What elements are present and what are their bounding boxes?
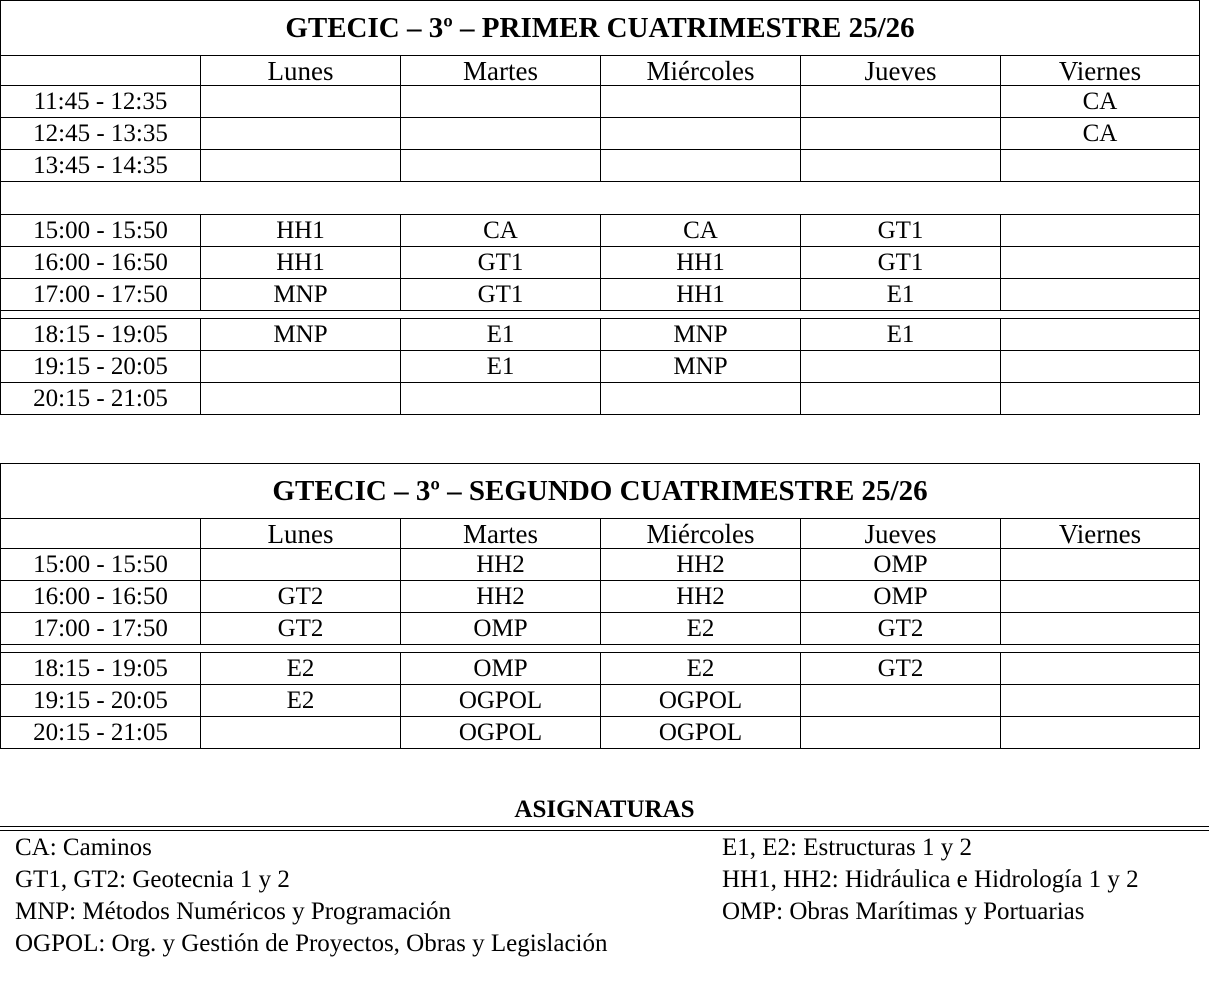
table-row <box>1 319 1200 351</box>
time-cell: 12:45 - 13:35 <box>1 118 201 150</box>
class-cell: E2 <box>201 685 401 717</box>
time-cell: 19:15 - 20:05 <box>1 351 201 383</box>
class-cell <box>1001 581 1200 613</box>
class-cell: GT2 <box>801 613 1001 645</box>
class-cell: OGPOL <box>601 717 801 749</box>
legend-item: GT1, GT2: Geotecnia 1 y 2 <box>15 866 290 893</box>
class-cell <box>1001 613 1200 645</box>
schedule-title: GTECIC – 3º – SEGUNDO CUATRIMESTRE 25/26 <box>1 464 1200 519</box>
time-cell: 15:00 - 15:50 <box>1 549 201 581</box>
table-row <box>1 549 1200 581</box>
class-cell: HH2 <box>401 581 601 613</box>
class-cell: HH1 <box>201 215 401 247</box>
day-header-martes: Martes <box>401 56 601 86</box>
class-cell: MNP <box>201 279 401 311</box>
class-cell <box>801 685 1001 717</box>
class-cell <box>401 383 601 415</box>
class-cell: HH2 <box>401 549 601 581</box>
table-row <box>1 351 1200 383</box>
class-cell: HH1 <box>201 247 401 279</box>
class-cell: OGPOL <box>401 717 601 749</box>
class-cell: GT1 <box>401 247 601 279</box>
day-header-viernes: Viernes <box>1001 519 1200 549</box>
time-cell: 20:15 - 21:05 <box>1 717 201 749</box>
class-cell <box>201 351 401 383</box>
legend-item: E1, E2: Estructuras 1 y 2 <box>722 834 972 861</box>
class-cell <box>601 86 801 118</box>
first-semester-schedule <box>0 0 1200 415</box>
time-cell: 19:15 - 20:05 <box>1 685 201 717</box>
class-cell <box>601 118 801 150</box>
class-cell <box>201 150 401 182</box>
time-cell: 16:00 - 16:50 <box>1 247 201 279</box>
time-cell: 20:15 - 21:05 <box>1 383 201 415</box>
table-row <box>1 581 1200 613</box>
class-cell <box>201 549 401 581</box>
class-cell <box>1001 653 1200 685</box>
class-cell <box>1001 215 1200 247</box>
class-cell: GT1 <box>801 247 1001 279</box>
legend-right-column <box>722 832 1139 928</box>
class-cell: GT2 <box>201 581 401 613</box>
class-cell: MNP <box>601 351 801 383</box>
class-cell: CA <box>1001 118 1200 150</box>
legend-item: MNP: Métodos Numéricos y Programación <box>15 898 452 925</box>
class-cell <box>801 86 1001 118</box>
class-cell <box>1001 247 1200 279</box>
class-cell <box>801 351 1001 383</box>
table-row <box>1 653 1200 685</box>
legend-item: OGPOL: Org. y Gestión de Proyectos, Obras y Legislación <box>15 930 608 957</box>
table-row <box>1 613 1200 645</box>
time-cell: 16:00 - 16:50 <box>1 581 201 613</box>
class-cell <box>201 86 401 118</box>
schedule-title: GTECIC – 3º – PRIMER CUATRIMESTRE 25/26 <box>1 1 1200 56</box>
class-cell: E2 <box>601 653 801 685</box>
legend-item: CA: Caminos <box>15 834 152 861</box>
break-row <box>1 311 1200 319</box>
class-cell <box>1001 685 1200 717</box>
class-cell <box>401 86 601 118</box>
class-cell <box>201 118 401 150</box>
break-row <box>1 645 1200 653</box>
legend-divider <box>0 826 1209 827</box>
class-cell: OMP <box>801 549 1001 581</box>
day-header-lunes: Lunes <box>201 56 401 86</box>
class-cell: E1 <box>801 279 1001 311</box>
class-cell <box>1001 150 1200 182</box>
class-cell <box>201 717 401 749</box>
class-cell <box>401 150 601 182</box>
class-cell: E2 <box>601 613 801 645</box>
class-cell: HH1 <box>601 247 801 279</box>
class-cell: CA <box>401 215 601 247</box>
class-cell: OGPOL <box>601 685 801 717</box>
class-cell: CA <box>601 215 801 247</box>
class-cell: MNP <box>201 319 401 351</box>
class-cell: HH2 <box>601 581 801 613</box>
class-cell: E1 <box>401 319 601 351</box>
time-cell: 17:00 - 17:50 <box>1 279 201 311</box>
class-cell <box>801 150 1001 182</box>
class-cell: E1 <box>401 351 601 383</box>
day-header-miercoles: Miércoles <box>601 519 801 549</box>
table-row <box>1 150 1200 182</box>
time-header-cell <box>1 56 201 86</box>
class-cell: GT2 <box>201 613 401 645</box>
table-row <box>1 118 1200 150</box>
legend-divider <box>0 830 1209 831</box>
time-cell: 11:45 - 12:35 <box>1 86 201 118</box>
table-row <box>1 86 1200 118</box>
legend-title: ASIGNATURAS <box>514 796 695 823</box>
break-row <box>1 182 1200 215</box>
class-cell: GT1 <box>401 279 601 311</box>
class-cell <box>201 383 401 415</box>
time-cell: 18:15 - 19:05 <box>1 319 201 351</box>
class-cell <box>1001 717 1200 749</box>
time-cell: 18:15 - 19:05 <box>1 653 201 685</box>
table-row <box>1 717 1200 749</box>
day-header-viernes: Viernes <box>1001 56 1200 86</box>
class-cell <box>801 383 1001 415</box>
day-header-miercoles: Miércoles <box>601 56 801 86</box>
time-cell: 15:00 - 15:50 <box>1 215 201 247</box>
day-header-jueves: Jueves <box>801 519 1001 549</box>
class-cell: GT2 <box>801 653 1001 685</box>
day-header-lunes: Lunes <box>201 519 401 549</box>
class-cell <box>1001 383 1200 415</box>
day-header-martes: Martes <box>401 519 601 549</box>
class-cell: OMP <box>801 581 1001 613</box>
time-cell: 13:45 - 14:35 <box>1 150 201 182</box>
class-cell: HH2 <box>601 549 801 581</box>
table-row <box>1 247 1200 279</box>
class-cell <box>801 118 1001 150</box>
time-cell: 17:00 - 17:50 <box>1 613 201 645</box>
class-cell <box>601 383 801 415</box>
legend-item: HH1, HH2: Hidráulica e Hidrología 1 y 2 <box>722 866 1139 893</box>
class-cell: OMP <box>401 653 601 685</box>
class-cell <box>1001 549 1200 581</box>
second-semester-schedule <box>0 463 1200 749</box>
legend-item: OMP: Obras Marítimas y Portuarias <box>722 898 1085 925</box>
class-cell: OMP <box>401 613 601 645</box>
class-cell <box>401 118 601 150</box>
class-cell: MNP <box>601 319 801 351</box>
table-row <box>1 685 1200 717</box>
class-cell: OGPOL <box>401 685 601 717</box>
class-cell: CA <box>1001 86 1200 118</box>
class-cell: GT1 <box>801 215 1001 247</box>
class-cell <box>1001 351 1200 383</box>
table-row <box>1 279 1200 311</box>
time-header-cell <box>1 519 201 549</box>
table-row <box>1 215 1200 247</box>
class-cell <box>801 717 1001 749</box>
class-cell <box>1001 319 1200 351</box>
class-cell <box>601 150 801 182</box>
class-cell <box>1001 279 1200 311</box>
day-header-jueves: Jueves <box>801 56 1001 86</box>
legend-left-column <box>15 832 608 960</box>
table-row <box>1 383 1200 415</box>
class-cell: E2 <box>201 653 401 685</box>
class-cell: HH1 <box>601 279 801 311</box>
class-cell: E1 <box>801 319 1001 351</box>
